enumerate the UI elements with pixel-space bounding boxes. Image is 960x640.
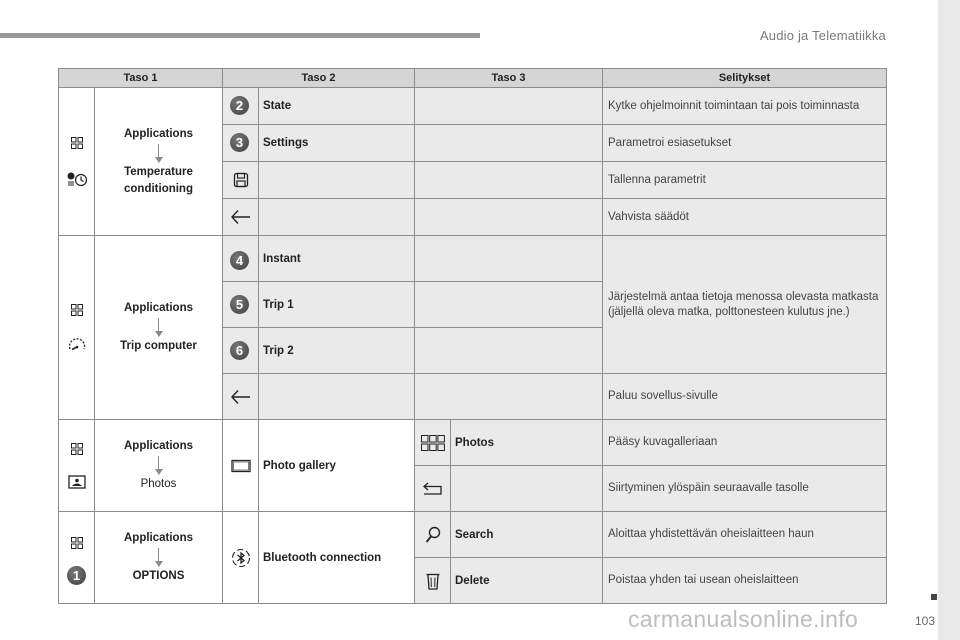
level2-settings: Settings <box>259 125 415 162</box>
applications-label: Applications <box>123 440 193 452</box>
badge-6: 6 <box>230 341 249 360</box>
temperature-conditioning-label: Temperature conditioning <box>124 165 193 195</box>
level1-label <box>95 512 223 604</box>
level2-empty <box>259 374 415 420</box>
photo-gallery-icon-cell <box>223 420 259 512</box>
bluetooth-icon-cell <box>223 512 259 604</box>
desc-delete: Poistaa yhden tai usean oheislaitteen <box>603 558 887 604</box>
photos-grid-icon-cell <box>415 420 451 466</box>
col-header-level1: Taso 1 <box>59 69 223 88</box>
level1-label <box>95 88 223 236</box>
desc-photos: Pääsy kuvagalleriaan <box>603 420 887 466</box>
badge-5: 5 <box>230 295 249 314</box>
applications-label: Applications <box>123 302 193 314</box>
arrow-down-icon <box>95 144 222 163</box>
back-arrow-icon <box>230 389 252 405</box>
table-row <box>59 512 887 558</box>
arrow-down-icon <box>95 318 222 337</box>
desc-save: Tallenna parametrit <box>603 162 887 199</box>
back-arrow-icon <box>230 209 252 225</box>
level3-empty <box>415 125 603 162</box>
top-rule <box>0 33 480 38</box>
level3-empty <box>415 88 603 125</box>
badge-3: 3 <box>230 133 249 152</box>
bluetooth-icon <box>231 548 251 568</box>
badge-4: 4 <box>230 251 249 270</box>
level2-icon-cell <box>223 88 259 125</box>
level1-label <box>95 420 223 512</box>
options-label: OPTIONS <box>132 570 185 582</box>
level2-icon-cell <box>223 236 259 282</box>
desc-state: Kytke ohjelmoinnit toimintaan tai pois toiminnasta <box>603 88 887 125</box>
page-number: 103 <box>915 614 936 628</box>
level2-photo-gallery: Photo gallery <box>259 420 415 512</box>
arrow-down-icon <box>95 456 222 475</box>
level1-icons <box>59 420 95 512</box>
level3-empty <box>415 328 603 374</box>
level1-icons <box>59 236 95 420</box>
photos-grid-icon <box>421 435 445 451</box>
desc-trip-info: Järjestelmä antaa tietoja menossa olevasta matkasta (jäljellä oleva matka, polttonesteen kulutus jne.) <box>603 236 887 374</box>
col-header-level3: Taso 3 <box>415 69 603 88</box>
applications-grid-icon <box>71 304 83 316</box>
level3-empty <box>415 199 603 236</box>
level3-delete: Delete <box>451 558 603 604</box>
section-title: Audio ja Telematiikka <box>759 28 886 43</box>
table-header-row <box>59 69 887 88</box>
col-header-description: Selitykset <box>603 69 887 88</box>
photo-icon <box>68 475 86 489</box>
level3-empty <box>415 282 603 328</box>
back-icon-cell <box>223 374 259 420</box>
level2-trip1: Trip 1 <box>259 282 415 328</box>
level2-state: State <box>259 88 415 125</box>
trip-computer-label: Trip computer <box>120 340 197 352</box>
level2-instant: Instant <box>259 236 415 282</box>
back-icon-cell <box>223 199 259 236</box>
desc-search: Aloittaa yhdistettävän oheislaitteen haun <box>603 512 887 558</box>
level3-empty <box>451 466 603 512</box>
photo-frame-icon <box>231 459 251 473</box>
return-icon <box>422 481 444 497</box>
desc-return-apps: Paluu sovellus-sivulle <box>603 374 887 420</box>
level3-empty <box>415 162 603 199</box>
temperature-clock-icon <box>66 171 88 187</box>
page-edge-bar <box>938 0 960 640</box>
table-row <box>59 88 887 125</box>
search-icon <box>425 526 441 544</box>
applications-label: Applications <box>123 532 193 544</box>
level2-icon-cell <box>223 328 259 374</box>
search-icon-cell <box>415 512 451 558</box>
level3-empty <box>415 236 603 282</box>
level2-icon-cell <box>223 282 259 328</box>
level2-empty <box>259 199 415 236</box>
desc-level-up: Siirtyminen ylöspäin seuraavalle tasolle <box>603 466 887 512</box>
level2-icon-cell <box>223 125 259 162</box>
trash-icon-cell <box>415 558 451 604</box>
applications-grid-icon <box>71 443 83 455</box>
level1-icons <box>59 512 95 604</box>
trash-icon <box>426 572 440 590</box>
level2-bluetooth: Bluetooth connection <box>259 512 415 604</box>
level2-trip2: Trip 2 <box>259 328 415 374</box>
photos-label: Photos <box>140 478 177 490</box>
badge-2: 2 <box>230 96 249 115</box>
applications-grid-icon <box>71 537 83 549</box>
arrow-down-icon <box>95 548 222 567</box>
level3-empty <box>415 374 603 420</box>
level3-search: Search <box>451 512 603 558</box>
save-icon <box>233 172 249 188</box>
trip-computer-gauge-icon <box>67 336 87 352</box>
badge-1: 1 <box>67 566 86 585</box>
level2-empty <box>259 162 415 199</box>
desc-confirm: Vahvista säädöt <box>603 199 887 236</box>
applications-label: Applications <box>123 127 193 140</box>
page-end-marker <box>931 594 937 600</box>
menu-table <box>58 68 887 604</box>
table-row <box>59 420 887 466</box>
save-icon-cell <box>223 162 259 199</box>
desc-settings: Parametroi esiasetukset <box>603 125 887 162</box>
level1-label <box>95 236 223 420</box>
level1-icons <box>59 88 95 236</box>
col-header-level2: Taso 2 <box>223 69 415 88</box>
applications-grid-icon <box>71 137 83 149</box>
return-icon-cell <box>415 466 451 512</box>
level3-photos: Photos <box>451 420 603 466</box>
watermark: carmanualsonline.info <box>628 606 859 632</box>
table-row <box>59 236 887 282</box>
